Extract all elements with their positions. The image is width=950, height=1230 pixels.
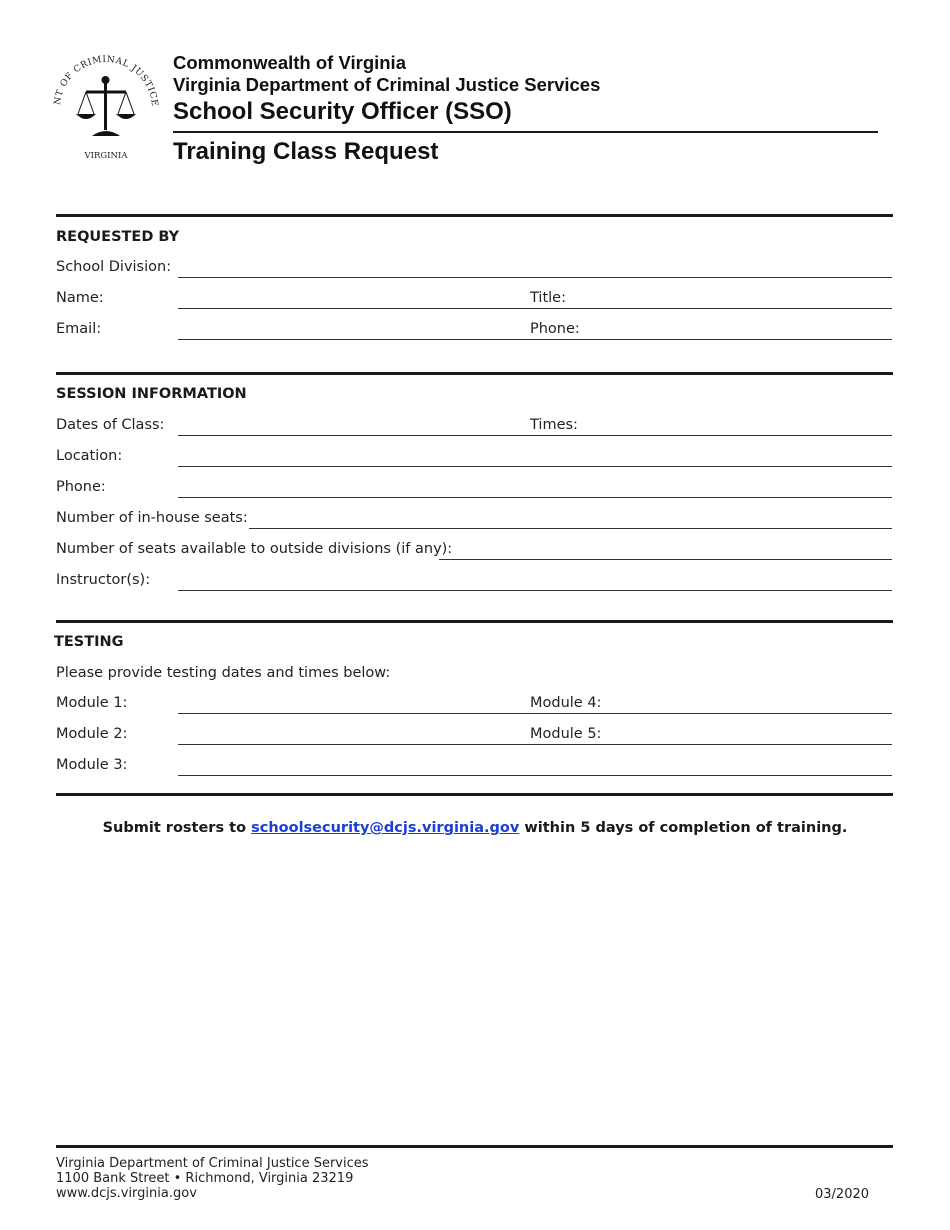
header-divider bbox=[173, 131, 878, 133]
instructors-label: Instructor(s): bbox=[56, 572, 151, 588]
section-divider bbox=[56, 793, 893, 796]
phone-label: Phone: bbox=[530, 321, 592, 337]
inhouse-seats-field[interactable] bbox=[249, 528, 892, 529]
school-division-label: School Division: bbox=[56, 259, 172, 275]
name-field[interactable] bbox=[178, 308, 892, 309]
footer-address: 1100 Bank Street • Richmond, Virginia 23219 bbox=[56, 1171, 354, 1186]
name-label: Name: bbox=[56, 290, 104, 306]
location-field[interactable] bbox=[178, 466, 892, 467]
section-title-session-information: SESSION INFORMATION bbox=[56, 386, 247, 402]
session-phone-label: Phone: bbox=[56, 479, 106, 495]
page-subtitle: Training Class Request bbox=[173, 138, 439, 165]
submission-note-suffix: within 5 days of completion of training. bbox=[524, 820, 848, 836]
header-line-commonwealth: Commonwealth of Virginia bbox=[173, 52, 406, 73]
module-3-label: Module 3: bbox=[56, 757, 128, 773]
section-title-testing: TESTING bbox=[54, 634, 124, 650]
submission-note-prefix: Submit rosters to bbox=[102, 820, 247, 836]
page-title: School Security Officer (SSO) bbox=[173, 98, 512, 125]
seal-bottom-text: VIRGINIA bbox=[84, 151, 128, 161]
section-title-requested-by: REQUESTED BY bbox=[56, 229, 180, 245]
dates-of-class-field[interactable] bbox=[178, 435, 892, 436]
session-phone-field[interactable] bbox=[178, 497, 892, 498]
svg-text:DEPARTMENT OF CRIMINAL JUSTICE bbox=[46, 46, 159, 107]
dates-of-class-label: Dates of Class: bbox=[56, 417, 165, 433]
module-1-field[interactable] bbox=[178, 713, 892, 714]
title-label: Title: bbox=[530, 290, 578, 306]
testing-instruction: Please provide testing dates and times below: bbox=[56, 665, 391, 681]
outside-seats-field[interactable] bbox=[439, 559, 892, 560]
instructors-field[interactable] bbox=[178, 590, 892, 591]
email-label: Email: bbox=[56, 321, 102, 337]
email-field[interactable] bbox=[178, 339, 892, 340]
footer-org: Virginia Department of Criminal Justice Services bbox=[56, 1156, 369, 1171]
module-4-label: Module 4: bbox=[530, 695, 613, 711]
module-3-field[interactable] bbox=[178, 775, 892, 776]
location-label: Location: bbox=[56, 448, 123, 464]
dcjs-seal bbox=[46, 46, 164, 164]
times-label: Times: bbox=[530, 417, 590, 433]
scales-of-justice-icon bbox=[76, 76, 136, 136]
module-2-label: Module 2: bbox=[56, 726, 128, 742]
footer-divider bbox=[56, 1145, 893, 1148]
module-5-label: Module 5: bbox=[530, 726, 613, 742]
section-divider bbox=[56, 214, 893, 217]
form-revision-date: 03/2020 bbox=[815, 1187, 870, 1202]
school-division-field[interactable] bbox=[178, 277, 892, 278]
header-line-department: Virginia Department of Criminal Justice Services bbox=[173, 74, 601, 95]
roster-email-link[interactable]: schoolsecurity@dcjs.virginia.gov bbox=[251, 820, 520, 836]
outside-seats-label: Number of seats available to outside divisions (if any): bbox=[56, 541, 453, 557]
section-divider bbox=[56, 372, 893, 375]
submission-note bbox=[0, 820, 950, 836]
footer-website[interactable]: www.dcjs.virginia.gov bbox=[56, 1186, 197, 1201]
module-1-label: Module 1: bbox=[56, 695, 128, 711]
inhouse-seats-label: Number of in-house seats: bbox=[56, 510, 248, 526]
section-divider bbox=[56, 620, 893, 623]
module-2-field[interactable] bbox=[178, 744, 892, 745]
seal-top-text: NT OF CRIMINAL JUSTICE bbox=[52, 54, 160, 108]
